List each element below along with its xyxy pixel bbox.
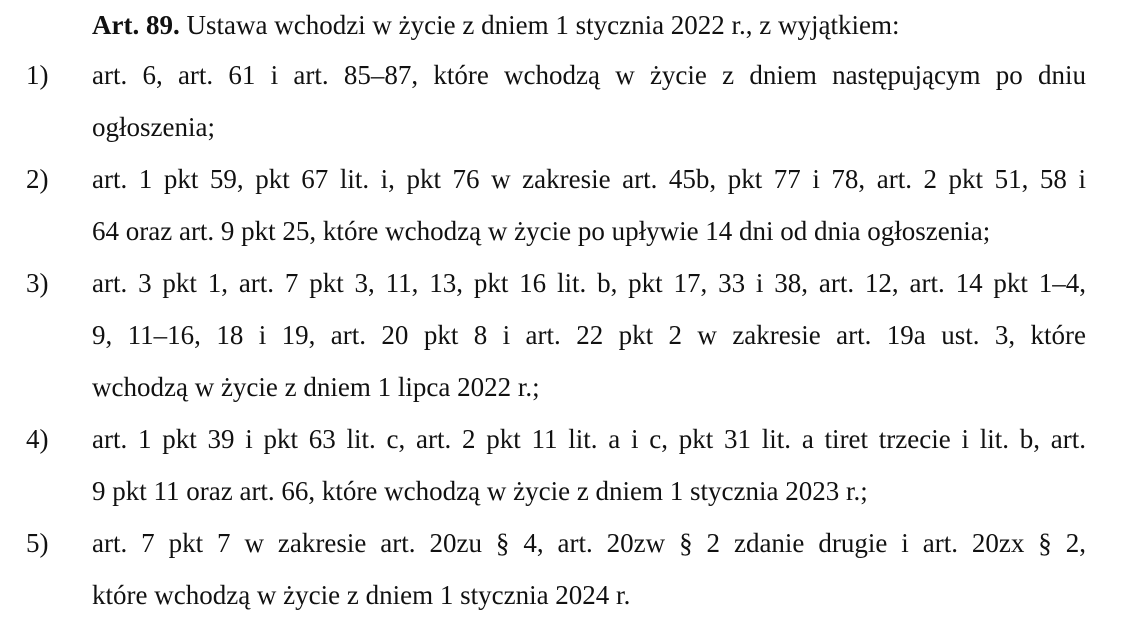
list-item-line: art. 1 pkt 39 i pkt 63 lit. c, art. 2 pkt 11 lit. a i c, pkt 31 lit. a tiret trzecie i lit. b, art. <box>92 424 1086 454</box>
list-item-line: 9 pkt 11 oraz art. 66, które wchodzą w życie z dniem 1 stycznia 2023 r.; <box>92 476 868 506</box>
article-header <box>92 7 900 43</box>
list-item-number: 1) <box>26 60 49 90</box>
list-item-line: art. 6, art. 61 i art. 85–87, które wchodzą w życie z dniem następującym po dniu <box>92 60 1086 90</box>
list-item-line: art. 1 pkt 59, pkt 67 lit. i, pkt 76 w zakresie art. 45b, pkt 77 i 78, art. 2 pkt 51, 58 i <box>92 164 1086 194</box>
article-label: Art. 89. <box>92 10 180 40</box>
list-item-line: wchodzą w życie z dniem 1 lipca 2022 r.; <box>92 372 540 402</box>
list-item-line: które wchodzą w życie z dniem 1 stycznia 2024 r. <box>92 580 631 610</box>
list-item-number: 4) <box>26 424 49 454</box>
article-intro: Ustawa wchodzi w życie z dniem 1 stycznia 2022 r., z wyjątkiem: <box>179 10 900 40</box>
list-item-number: 3) <box>26 268 49 298</box>
list-item-line: 9, 11–16, 18 i 19, art. 20 pkt 8 i art. 22 pkt 2 w zakresie art. 19a ust. 3, które <box>92 320 1086 350</box>
list-item-line: art. 3 pkt 1, art. 7 pkt 3, 11, 13, pkt 16 lit. b, pkt 17, 33 i 38, art. 12, art. 14 pkt 1–4, <box>92 268 1086 298</box>
list-item-number: 5) <box>26 528 49 558</box>
list-item-line: art. 7 pkt 7 w zakresie art. 20zu § 4, art. 20zw § 2 zdanie drugie i art. 20zx § 2, <box>92 528 1086 558</box>
list-item-number: 2) <box>26 164 49 194</box>
list-item-line: ogłoszenia; <box>92 112 215 142</box>
list-item-line: 64 oraz art. 9 pkt 25, które wchodzą w życie po upływie 14 dni od dnia ogłoszenia; <box>92 216 991 246</box>
